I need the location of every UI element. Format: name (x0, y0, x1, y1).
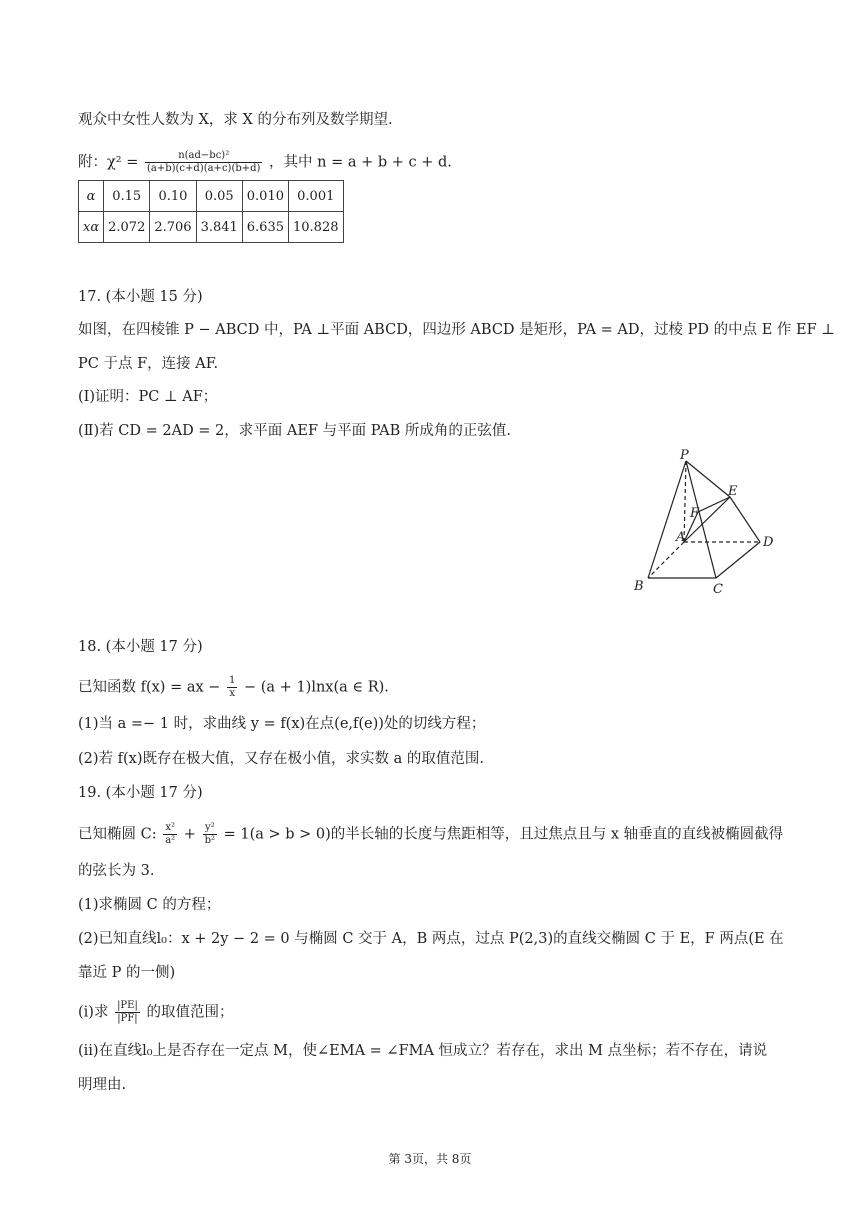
q18-part-1: (1)当 a =− 1 时，求曲线 y = f(x)在点(e,f(e))处的切线方程； (78, 716, 486, 732)
label-a: A (676, 530, 686, 545)
q19-sub-ii-line-2: 明理由. (78, 1077, 127, 1093)
edge-fe (698, 497, 730, 512)
fraction-denominator: a² (165, 835, 176, 846)
table-cell: xα (79, 212, 104, 243)
edge-cd (716, 542, 760, 578)
fraction-denominator: x (229, 688, 236, 699)
chi-square-formula (145, 150, 262, 175)
q17-header: 17. (本小题 15 分) (78, 289, 203, 305)
fraction-numerator: 1 (229, 675, 236, 686)
table-cell: 0.05 (196, 181, 242, 212)
table-cell: 2.706 (150, 212, 196, 243)
table-row (79, 181, 344, 212)
note-prefix: 附：χ² = (78, 154, 139, 171)
label-e: E (728, 484, 738, 499)
formula-numerator: n(ad−bc)² (145, 150, 262, 163)
label-p: P (680, 448, 689, 463)
note-suffix: ，其中 n = a + b + c + d. (269, 154, 452, 171)
q16-note (78, 150, 452, 175)
sub-i-prefix: (ⅰ)求 (78, 1004, 109, 1021)
q19-stem (78, 822, 783, 847)
q17-part-1: (Ⅰ)证明：PC ⊥ AF； (78, 389, 218, 405)
label-d: D (763, 535, 774, 550)
q17-stem-line-2: PC 于点 F，连接 AF. (78, 356, 219, 372)
fraction-denominator: |PF| (117, 1013, 138, 1024)
y-squared-over-b-squared (203, 822, 217, 847)
label-c: C (713, 582, 723, 597)
page-footer: 第 3页，共 8页 (388, 1152, 472, 1166)
q19-stem-line-2: 的弦长为 3. (78, 863, 155, 879)
plus-sign: + (183, 826, 196, 843)
q19-part-2-line-1: (2)已知直线l₀：x + 2y − 2 = 0 与椭圆 C 交于 A，B 两点，过点 P(2,3)的直线交椭圆 C 于 E，F 两点(E 在 (78, 931, 784, 947)
edge-ed (730, 497, 760, 542)
table-cell: 3.841 (196, 212, 242, 243)
q17-stem-line-1: 如图，在四棱锥 P − ABCD 中，PA ⊥平面 ABCD，四边形 ABCD 是矩形，PA = AD，过棱 PD 的中点 E 作 EF ⊥ (78, 322, 835, 338)
q16-text-line: 观众中女性人数为 X，求 X 的分布列及数学期望. (78, 112, 393, 128)
q18-header: 18. (本小题 17 分) (78, 639, 203, 655)
q19-stem-prefix: 已知椭圆 C: (78, 826, 157, 843)
table-cell: 10.828 (289, 212, 344, 243)
table-cell: 0.10 (150, 181, 196, 212)
q19-sub-i (78, 1000, 233, 1025)
label-b: B (634, 579, 644, 594)
fraction-numerator: x² (163, 822, 177, 835)
q17-part-2: (Ⅱ)若 CD = 2AD = 2，求平面 AEF 与平面 PAB 所成角的正弦值. (78, 423, 511, 439)
q19-stem-suffix: = 1(a > b > 0)的半长轴的长度与焦距相等，且过焦点且与 x 轴垂直的直线被椭圆截得 (223, 826, 784, 843)
fraction-denominator: b² (204, 835, 215, 846)
fraction-numerator: y² (203, 822, 217, 835)
table-row (79, 212, 344, 243)
table-cell: 0.15 (104, 181, 150, 212)
table-cell: 0.010 (242, 181, 288, 212)
q19-part-2-line-2: 靠近 P 的一侧) (78, 965, 176, 981)
q18-stem (78, 675, 389, 700)
table-cell: α (79, 181, 104, 212)
sub-i-suffix: 的取值范围； (146, 1004, 234, 1021)
edge-pb (648, 461, 686, 578)
table-cell: 6.635 (242, 212, 288, 243)
q18-part-2: (2)若 f(x)既存在极大值，又存在极小值，求实数 a 的取值范围. (78, 751, 484, 767)
pe-over-pf-fraction (115, 1000, 140, 1025)
q19-part-1: (1)求椭圆 C 的方程； (78, 897, 221, 913)
q19-header: 19. (本小题 17 分) (78, 785, 203, 801)
one-over-x-fraction (227, 675, 237, 700)
q19-sub-ii-line-1: (ⅱ)在直线l₀上是否存在一定点 M，使∠EMA = ∠FMA 恒成立？若存在，求出 M 点坐标；若不存在，请说 (78, 1043, 768, 1059)
critical-value-table (78, 180, 344, 243)
q18-stem-prefix: 已知函数 f(x) = ax − (78, 679, 221, 696)
q18-stem-suffix: − (a + 1)lnx(a ∈ R). (244, 679, 389, 696)
formula-denominator: (a+b)(c+d)(a+c)(b+d) (146, 163, 261, 174)
x-squared-over-a-squared (163, 822, 177, 847)
table-cell: 0.001 (289, 181, 344, 212)
edge-pe (686, 461, 730, 497)
table-cell: 2.072 (104, 212, 150, 243)
pyramid-figure (620, 445, 790, 605)
fraction-numerator: |PE| (117, 1000, 138, 1011)
label-f: F (690, 506, 700, 521)
